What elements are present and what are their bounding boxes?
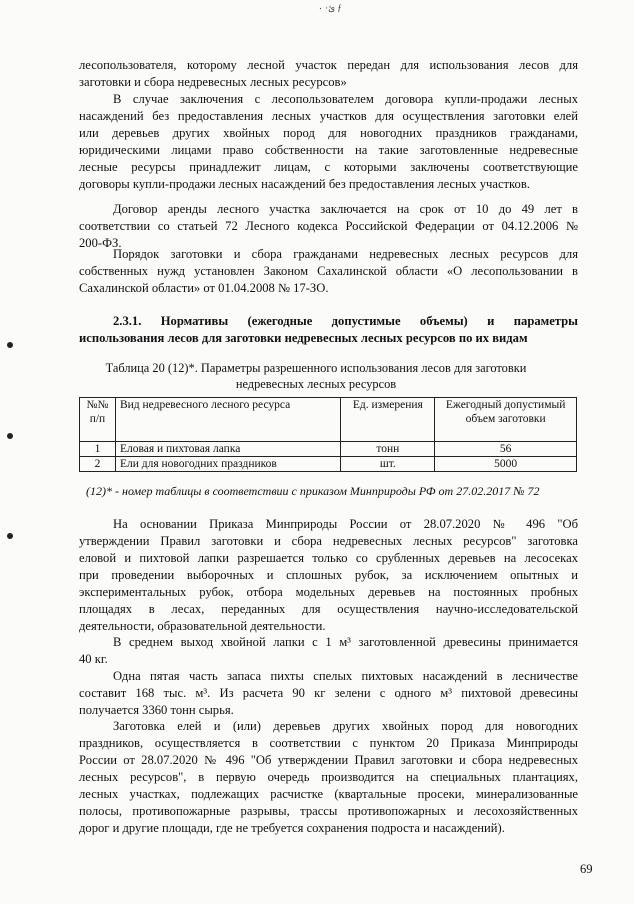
paragraph-yield: В среднем выход хвойной лапки с 1 м³ заготовленной древесины принимается 40 кг. [79,635,578,666]
section-heading: 2.3.1. Нормативы (ежегодные допустимые объемы) и параметры использования лесов для заготовки недревесных лесных ресурсов по их видам [79,314,578,345]
dot-mark-1 [7,342,13,348]
header-resource: Вид недревесного лесного ресурса [115,398,340,442]
paragraph-continuation: лесопользователя, которому лесной участок передан для использования лесов для заготовки и сбора недревесных лесных ресурсов» [79,58,578,89]
dot-mark-2 [7,433,13,439]
header-unit: Ед. измерения [341,398,435,442]
paragraph-order-496: На основании Приказа Минприроды России от 28.07.2020 № 496 "Об утверждении Правил заготовки и сбора недревесных лесных ресурсов" заготовка еловой и пихтовой лапки разрешается только со срубленных деревьев на лесосеках при проведении выборочных и сплошных рубок, за исключением опытных и экспериментальных рубок, отбора модельных деревьев на постоянных пробных площадях в лесах, переданных для осуществления научно-исследовательской деятельности, образовательной деятельности. [79,517,578,633]
table-header-row [80,398,577,442]
paragraph-contract: В случае заключения с лесопользователем договора купли-продажи лесных насаждений без предоставления лесных участков для осуществления заготовки елей или деревьев других хвойных пород для новогодних праздников гражданами, юридическими лицами право собственности на такие заготовленные недревесные лесные ресурсы принадлежит лицам, с которыми заключены соответствующие договоры купли-продажи лесных насаждений без предоставления лесных участков. [79,92,578,191]
table-caption: Таблица 20 (12)*. Параметры разрешенного использования лесов для заготовки недревесных лесных ресурсов [105,361,527,391]
table-row: 2 Ели для новогодних праздников шт. 5000 [80,457,577,472]
dot-mark-3 [7,533,13,539]
page-number: 69 [580,862,593,876]
paragraph-new-year-trees: Заготовка елей и (или) деревьев других хвойных пород для новогодних праздников, осуществляется в соответствии с пунктом 20 Приказа Минприроды России от 28.07.2020 № 496 "Об утверждении Правил заготовки и сбора недревесных лесных ресурсов", в первую очередь производится на специальных плантациях, лесных участках, подлежащих расчистке (квартальные просеки, минерализованные полосы, противопожарные разрывы, трассы противопожарных и лесохозяйственных дорог и другие площади, где не требуется сохранения подроста и насаждений). [79,719,578,835]
parameters-table [79,397,577,472]
table-footnote: (12)* - номер таблицы в соответствии с приказом Минприроды РФ от 27.02.2017 № 72 [86,484,540,498]
paragraph-fir-stock: Одна пятая часть запаса пихты спелых пихтовых насаждений в лесничестве составит 168 тыс. м³. Из расчета 90 кг зелени с одного м³ пихтовой древесины получается 3360 тонн сырья. [79,669,578,717]
header-volume: Ежегодный допустимый объем заготовки [435,398,577,442]
top-scan-mark: ئ· ٠ ƒ [318,3,342,13]
paragraph-lease: Договор аренды лесного участка заключается на срок от 10 до 49 лет в соответствии со статьей 72 Лесного кодекса Российской Федерации от 04.12.2006 № 200-ФЗ. [79,202,578,250]
table-row: 1 Еловая и пихтовая лапка тонн 56 [80,442,577,457]
paragraph-procedure: Порядок заготовки и сбора гражданами недревесных лесных ресурсов для собственных нужд установлен Законом Сахалинской области «О лесопользовании в Сахалинской области» от 01.04.2008 № 17-ЗО. [79,247,578,295]
header-number: №№ п/п [80,398,116,442]
